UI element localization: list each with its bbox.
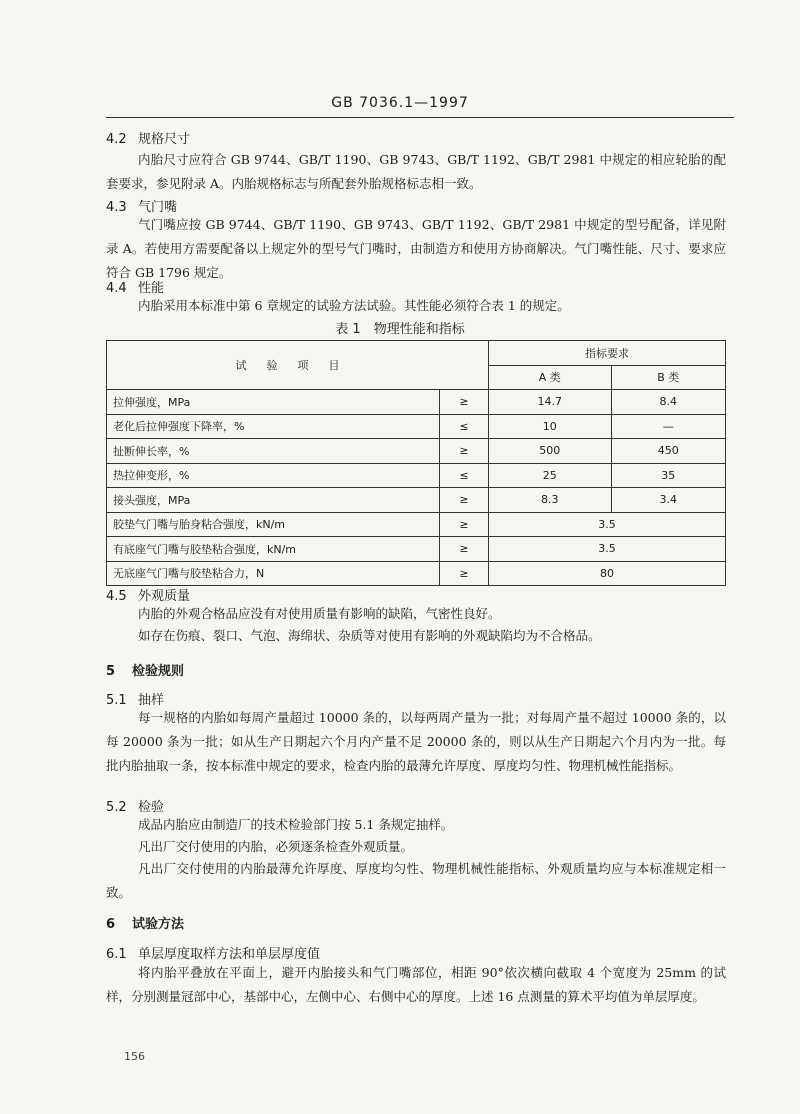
row-name: 胶垫气门嘴与胎身粘合强度，kN/m <box>107 512 440 537</box>
table-row <box>107 537 726 562</box>
row-value-merged: 3.5 <box>489 512 726 537</box>
section-4-3-text: 气门嘴应按 GB 9744、GB/T 1190、GB 9743、GB/T 1192、GB/T 2981 中规定的型号配备，详见附录 A。若使用方需要配备以上规定外的型号气门嘴时，由制造方和使用方协商解决。气门嘴性能、尺寸、要求应符合 GB 1796 规定。 <box>106 217 726 280</box>
row-value-merged: 80 <box>489 561 726 586</box>
section-6-heading <box>106 913 184 932</box>
section-title: 单层厚度取样方法和单层厚度值 <box>138 947 321 962</box>
section-number: 4.4 <box>106 281 127 296</box>
section-title: 检验 <box>138 800 165 815</box>
table-row <box>107 390 726 415</box>
section-title: 外观质量 <box>138 589 191 604</box>
row-value-b: — <box>611 414 726 439</box>
row-symbol: ≤ <box>440 463 489 488</box>
row-value-b: 450 <box>611 439 726 464</box>
section-number: 5.1 <box>106 693 127 708</box>
section-number: 4.2 <box>106 132 127 147</box>
header-class-a: A 类 <box>489 365 612 390</box>
section-number: 6 <box>106 917 116 932</box>
row-symbol: ≥ <box>440 439 489 464</box>
table-row <box>107 414 726 439</box>
table-caption: 表 1 物理性能和指标 <box>335 322 465 337</box>
section-title: 规格尺寸 <box>138 132 191 147</box>
row-symbol: ≥ <box>440 390 489 415</box>
section-number: 5.2 <box>106 800 127 815</box>
page-number: 156 <box>124 1050 145 1063</box>
section-6-1-heading <box>106 943 320 962</box>
section-4-2-heading <box>106 128 190 147</box>
table-row <box>107 561 726 586</box>
row-symbol: ≥ <box>440 561 489 586</box>
section-4-2-text: 内胎尺寸应符合 GB 9744、GB/T 1190、GB 9743、GB/T 1192、GB/T 2981 中规定的相应轮胎的配套要求，参见附录 A。内胎规格标志与所配套外胎规格标志相一致。 <box>106 152 726 191</box>
table-header-row <box>107 341 726 366</box>
section-title: 性能 <box>138 281 165 296</box>
row-value-merged: 3.5 <box>489 537 726 562</box>
section-number: 5 <box>106 664 116 679</box>
header-class-b: B 类 <box>611 365 726 390</box>
table-row <box>107 512 726 537</box>
section-title: 检验规则 <box>132 664 185 679</box>
row-symbol: ≥ <box>440 512 489 537</box>
row-value-a: 14.7 <box>489 390 612 415</box>
table-row <box>107 488 726 513</box>
section-5-2-para-2: 凡出厂交付使用的内胎，必须逐条检查外观质量。 <box>138 839 414 854</box>
section-5-heading <box>106 660 184 679</box>
row-name: 扯断伸长率，% <box>107 439 440 464</box>
row-value-a: 8.3 <box>489 488 612 513</box>
row-symbol: ≤ <box>440 414 489 439</box>
row-name: 热拉伸变形，% <box>107 463 440 488</box>
row-symbol: ≥ <box>440 537 489 562</box>
section-5-2-para-3: 凡出厂交付使用的内胎最薄允许厚度、厚度均匀性、物理机械性能指标、外观质量均应与本标准规定相一致。 <box>106 861 726 900</box>
row-name: 接头强度，MPa <box>107 488 440 513</box>
row-value-a: 25 <box>489 463 612 488</box>
table-row <box>107 439 726 464</box>
standard-code-header: GB 7036.1—1997 <box>331 95 469 111</box>
row-value-b: 3.4 <box>611 488 726 513</box>
section-title: 气门嘴 <box>138 200 178 215</box>
row-value-a: 10 <box>489 414 612 439</box>
section-6-1-text: 将内胎平叠放在平面上，避开内胎接头和气门嘴部位，相距 90°依次横向截取 4 个宽度为 25mm 的试样，分别测量冠部中心，基部中心，左侧中心、右侧中心的厚度。上述 16 点测量的算术平均值为单层厚度。 <box>106 965 726 1004</box>
section-4-4-text: 内胎采用本标准中第 6 章规定的试验方法试验。其性能必须符合表 1 的规定。 <box>138 298 570 313</box>
section-number: 6.1 <box>106 947 127 962</box>
section-number: 4.5 <box>106 589 127 604</box>
row-value-b: 35 <box>611 463 726 488</box>
section-5-2-para-1: 成品内胎应由制造厂的技术检验部门按 5.1 条规定抽样。 <box>138 817 454 832</box>
row-name: 有底座气门嘴与胶垫粘合强度，kN/m <box>107 537 440 562</box>
row-name: 拉伸强度，MPa <box>107 390 440 415</box>
section-5-1-text: 每一规格的内胎如每周产量超过 10000 条的，以每两周产量为一批；对每周产量不超过 10000 条的，以每 20000 条为一批；如从生产日期起六个月内产量不足 20000 条的，则以从生产日期起六个月内为一批。每批内胎抽取一条，按本标准中规定的要求，检查内胎的最薄允许厚度、厚度均匀性、物理机械性能指标。 <box>106 710 726 773</box>
section-4-5-para-1: 内胎的外观合格品应没有对使用质量有影响的缺陷，气密性良好。 <box>138 606 501 621</box>
row-name: 无底座气门嘴与胶垫粘合力，N <box>107 561 440 586</box>
row-value-b: 8.4 <box>611 390 726 415</box>
section-title: 抽样 <box>138 693 165 708</box>
properties-table <box>106 340 726 586</box>
row-name: 老化后拉伸强度下降率，% <box>107 414 440 439</box>
header-requirement: 指标要求 <box>489 341 726 366</box>
section-number: 4.3 <box>106 200 127 215</box>
row-value-a: 500 <box>489 439 612 464</box>
header-rule <box>106 117 734 118</box>
table-row <box>107 463 726 488</box>
section-4-5-para-2: 如存在伤痕、裂口、气泡、海绵状、杂质等对使用有影响的外观缺陷均为不合格品。 <box>138 628 601 643</box>
section-title: 试验方法 <box>132 917 185 932</box>
row-symbol: ≥ <box>440 488 489 513</box>
header-test-item: 试验项目 <box>107 341 489 390</box>
